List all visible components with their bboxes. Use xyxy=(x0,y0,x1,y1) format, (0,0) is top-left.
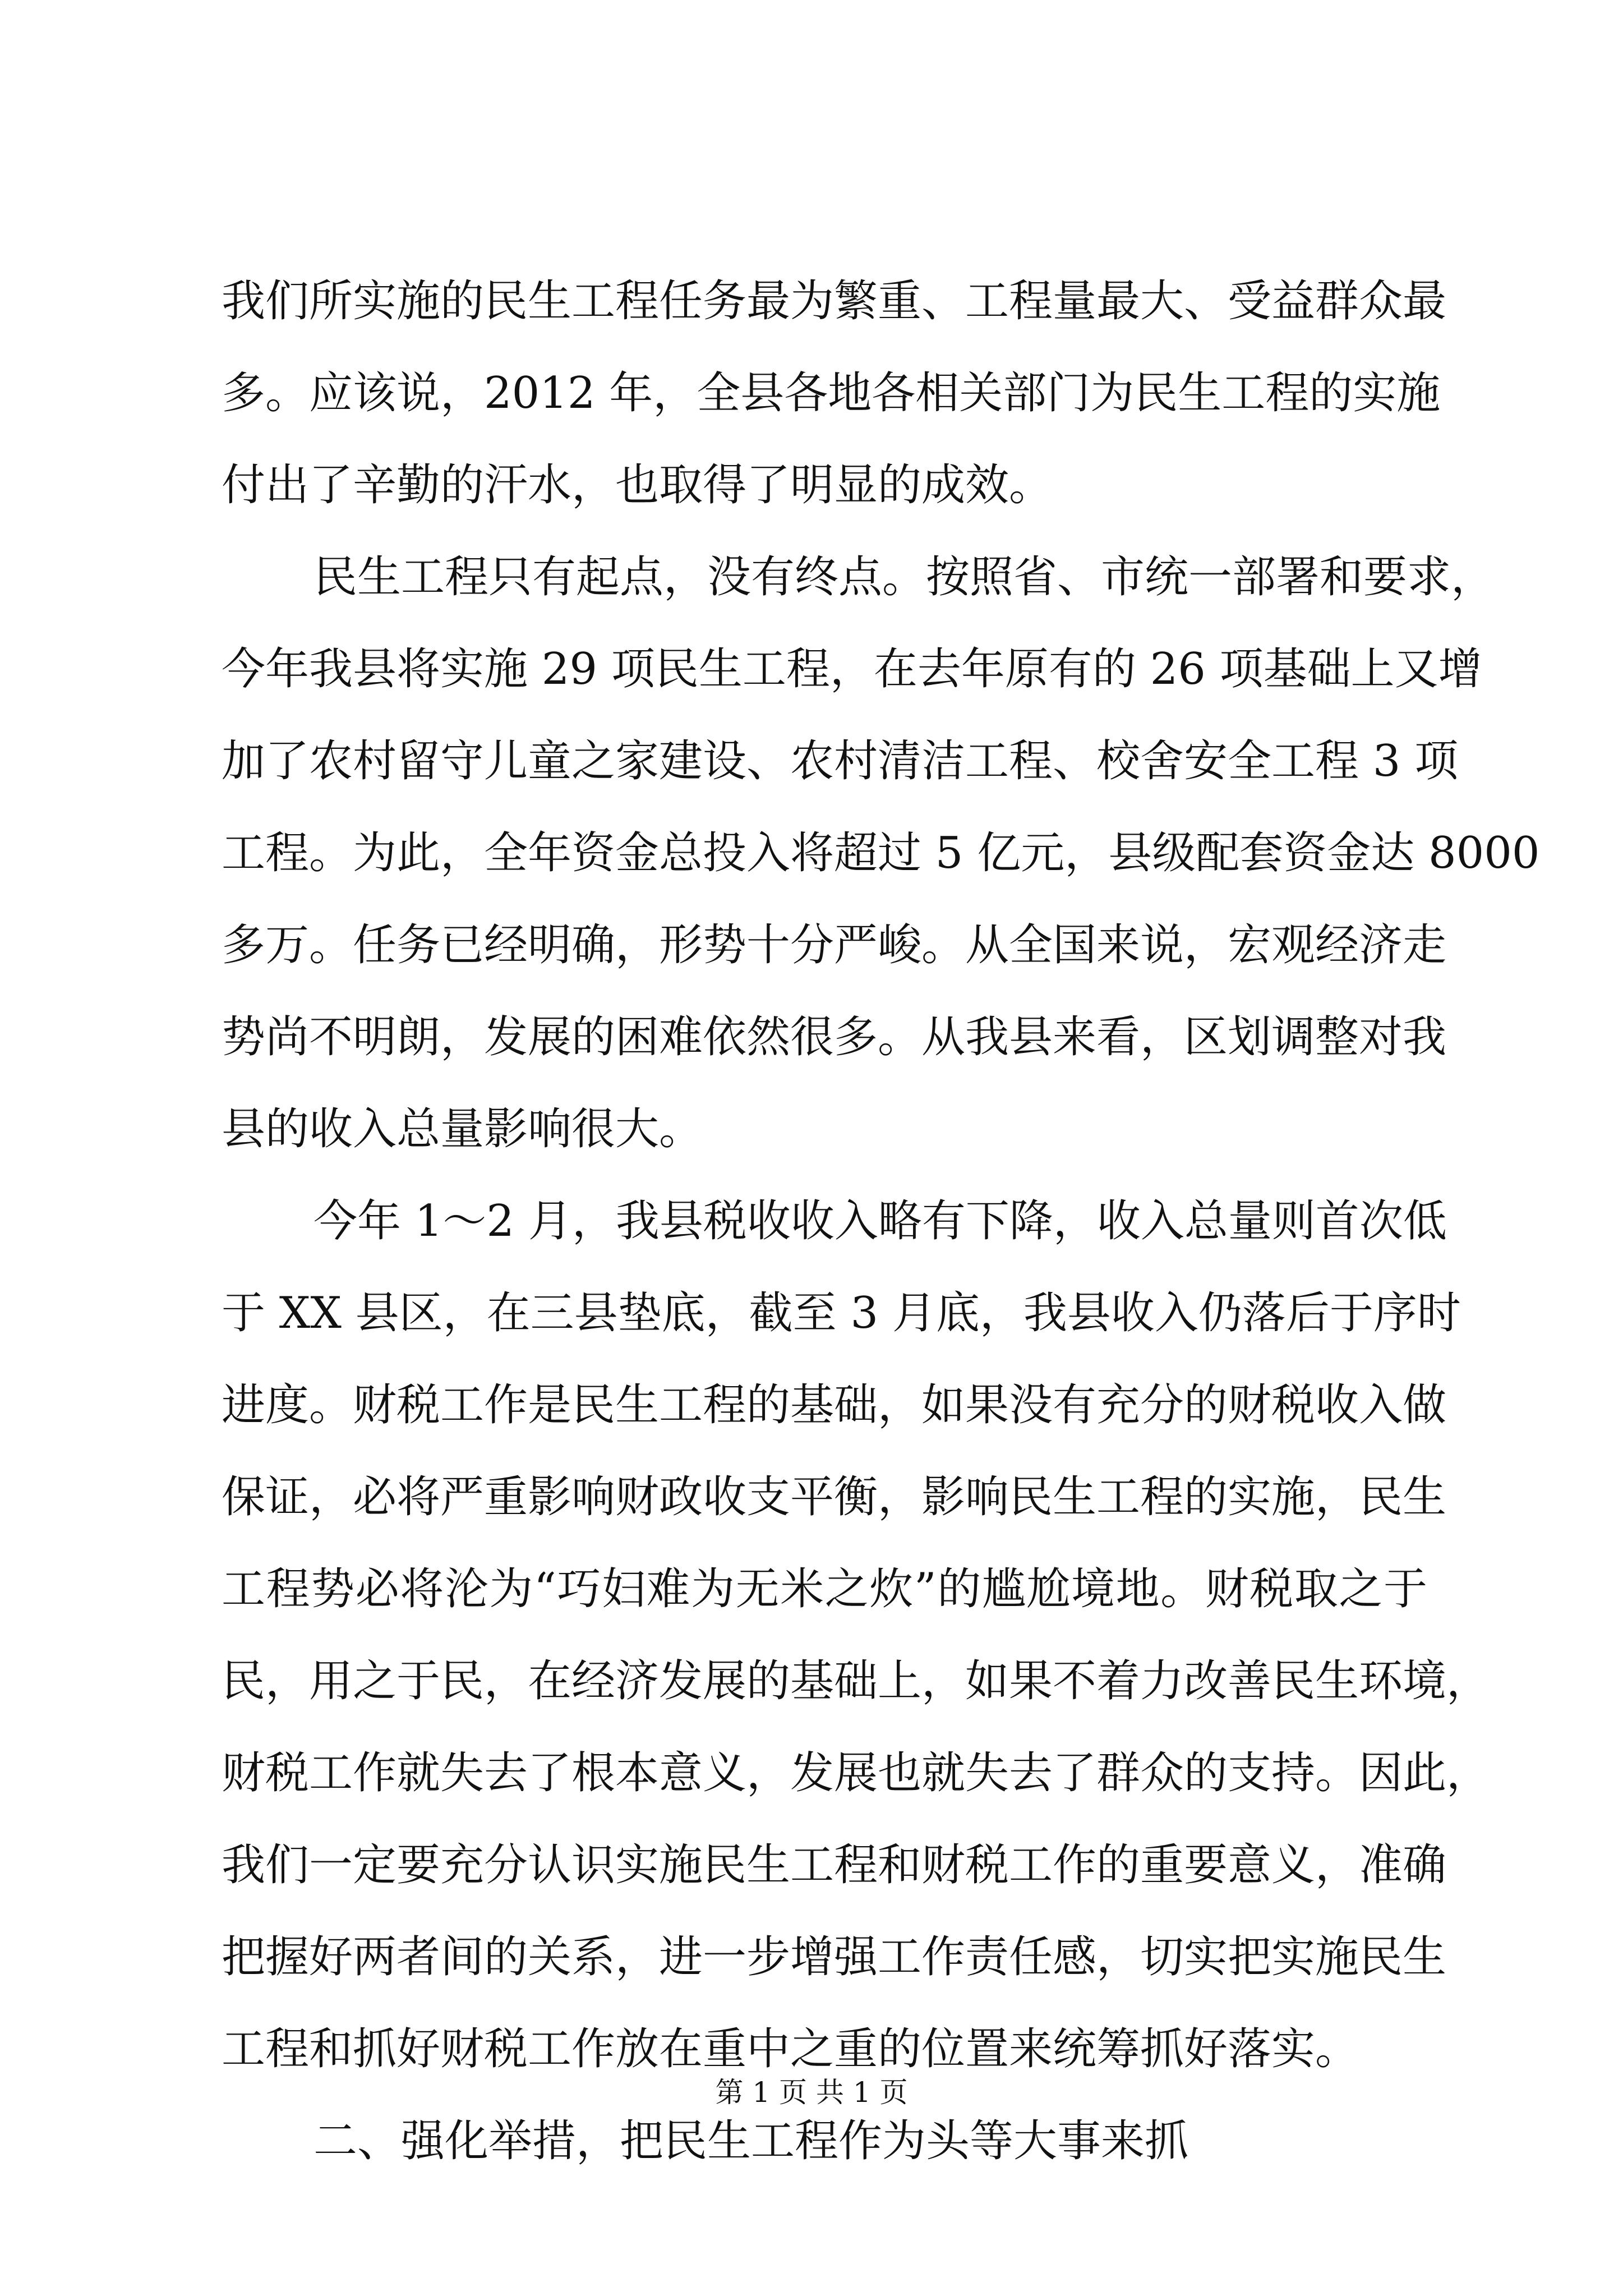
body-line: 今年 1～2 月，我县税收收入略有下降，收入总量则首次低 xyxy=(313,1196,1447,1246)
section-heading: 二、强化举措，把民生工程作为头等大事来抓 xyxy=(313,2116,1189,2166)
body-line: 把握好两者间的关系，进一步增强工作责任感，切实把实施民生 xyxy=(222,1932,1447,1982)
document-body xyxy=(222,255,1540,2187)
body-line: 于 XX 县区，在三县垫底，截至 3 月底，我县收入仍落后于序时 xyxy=(222,1288,1461,1338)
body-line: 工程和抓好财税工作放在重中之重的位置来统筹抓好落实。 xyxy=(222,2024,1359,2074)
body-line: 县的收入总量影响很大。 xyxy=(222,1104,703,1154)
body-line: 民生工程只有起点，没有终点。按照省、市统一部署和要求， xyxy=(313,552,1495,602)
body-line: 工程。为此，全年资金总投入将超过 5 亿元，县级配套资金达 8000 xyxy=(222,828,1540,878)
body-line: 多。应该说，2012 年，全县各地各相关部门为民生工程的实施 xyxy=(222,368,1441,418)
body-line: 保证，必将严重影响财政收支平衡，影响民生工程的实施，民生 xyxy=(222,1472,1447,1522)
body-line: 民，用之于民，在经济发展的基础上，如果不着力改善民生环境， xyxy=(222,1656,1491,1706)
body-line: 工程势必将沦为“巧妇难为无米之炊”的尴尬境地。财税取之于 xyxy=(222,1564,1427,1614)
body-line: 财税工作就失去了根本意义，发展也就失去了群众的支持。因此， xyxy=(222,1748,1491,1798)
body-line: 付出了辛勤的汗水，也取得了明显的成效。 xyxy=(222,460,1053,510)
body-line: 我们一定要充分认识实施民生工程和财税工作的重要意义，准确 xyxy=(222,1840,1447,1890)
body-line: 我们所实施的民生工程任务最为繁重、工程量最大、受益群众最 xyxy=(222,276,1447,326)
body-line: 今年我县将实施 29 项民生工程，在去年原有的 26 项基础上又增 xyxy=(222,644,1482,694)
body-line: 势尚不明朗，发展的困难依然很多。从我县来看，区划调整对我 xyxy=(222,1012,1447,1062)
body-line: 多万。任务已经明确，形势十分严峻。从全国来说，宏观经济走 xyxy=(222,920,1447,970)
body-line: 加了农村留守儿童之家建设、农村清洁工程、校舍安全工程 3 项 xyxy=(222,736,1459,786)
page-number-footer: 第 1 页 共 1 页 xyxy=(715,2076,908,2109)
body-line: 进度。财税工作是民生工程的基础，如果没有充分的财税收入做 xyxy=(222,1380,1447,1430)
